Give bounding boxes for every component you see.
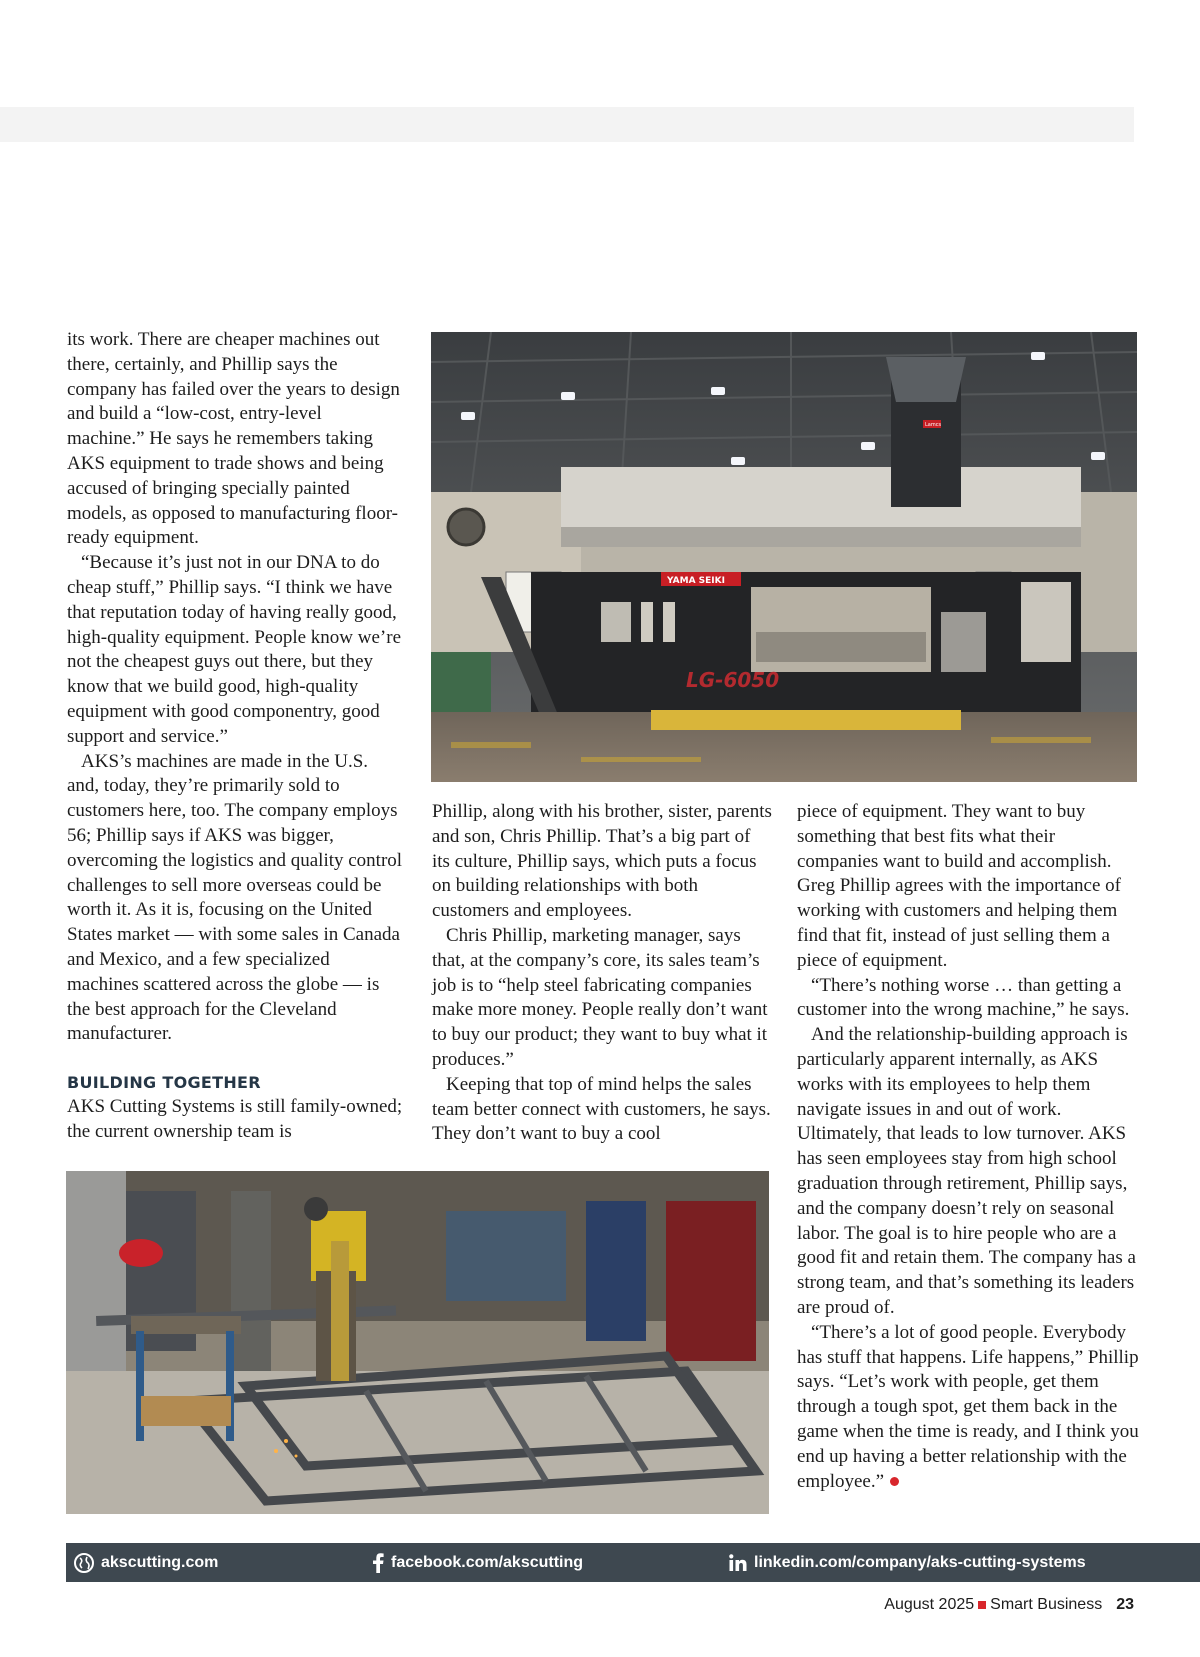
separator-square xyxy=(978,1601,986,1609)
photo-cutting-machine xyxy=(431,332,1137,782)
facebook-icon xyxy=(372,1552,384,1573)
photo-welder-at-work xyxy=(66,1171,769,1514)
paragraph-final xyxy=(797,1321,1139,1495)
section-subhead: BUILDING TOGETHER xyxy=(67,1073,261,1093)
globe-icon xyxy=(74,1553,94,1573)
linkedin-icon xyxy=(729,1554,747,1572)
issue-date: August 2025 xyxy=(884,1596,975,1613)
machine-head-label: Lamcs xyxy=(925,422,942,428)
paragraph: “Because it’s just not in our DNA to do cheap stuff,” Phillip says. “I think we have that reputation today of having really good, high-quality equipment. People know we’re not the cheapest guys out there, but they know that we build good, high-quality equipment with good componentry, good support and service.” xyxy=(67,552,402,747)
machine-model-label: LG-6050 xyxy=(686,668,780,692)
page-number: 23 xyxy=(1116,1596,1134,1613)
article-column-1 xyxy=(67,328,403,1145)
paragraph: And the relationship-building approach is particularly apparent internally, as AKS works with its employees to help them navigate issues in and out of work. Ultimately, that leads to low turnover. AKS has seen employees stay from high school graduation through retirement, Phillip says, and the company doesn’t rely on seasonal labor. The goal is to hire people who are a good fit and retain them. The company has a strong team, and that’s something its leaders are proud of. xyxy=(797,1024,1136,1318)
paragraph: piece of equipment. They want to buy something that best fits what their companies want to build and accomplish. Greg Phillip agrees with the importance of working with customers and helping them find that fit, instead of just selling them a piece of equipment. xyxy=(797,801,1121,971)
paragraph: AKS Cutting Systems is still family-owned; the current ownership team is xyxy=(67,1096,403,1142)
facebook-text: facebook.com/akscutting xyxy=(391,1553,584,1571)
article-column-2 xyxy=(432,800,772,1147)
social-footer-bar xyxy=(66,1543,1200,1582)
magazine-name: Smart Business xyxy=(990,1596,1103,1613)
article-column-3 xyxy=(797,800,1139,1494)
end-mark xyxy=(890,1477,899,1486)
paragraph: Chris Phillip, marketing manager, says that, at the company’s core, its sales team’s job is to “help steel fabricating companies make more money. People really don’t want to buy our product; they want to buy what it produces.” xyxy=(432,924,768,1070)
page-footer xyxy=(884,1596,1134,1614)
linkedin-text: linkedin.com/company/aks-cutting-systems xyxy=(754,1553,1086,1571)
paragraph: Keeping that top of mind helps the sales team better connect with customers, he says. They don’t want to buy a cool xyxy=(432,1073,771,1145)
paragraph: its work. There are cheaper machines out there, certainly, and Phillip says the company has failed over the years to design and build a “low-cost, entry-level machine.” He says he remembers taking AKS equipment to trade shows and being accused of bringing specially painted models, as opposed to manufacturing floor-ready equipment. xyxy=(67,329,400,549)
paragraph: Phillip, along with his brother, sister, parents and son, Chris Phillip. That’s a big part of its culture, Phillip says, which puts a focus on building relationships with both customers and employees. xyxy=(432,801,772,922)
website-link[interactable] xyxy=(74,1543,218,1582)
paragraph: AKS’s machines are made in the U.S. and, today, they’re primarily sold to customers here, too. The company employs 56; Phillip says if AKS was bigger, overcoming the logistics and quality control challenges to sell more overseas could be worth it. As it is, focusing on the United States market — with some sales in Canada and Mexico, and a few specialized machines scattered across the globe — is the best approach for the Cleveland manufacturer. xyxy=(67,750,403,1045)
paragraph-text: “There’s a lot of good people. Everybody has stuff that happens. Life happens,” Phillip says. “Let’s work with people, get them through a tough spot, get them back in the game when the time is ready, and I think you end up having a better relationship with the employee.” xyxy=(797,1321,1139,1492)
linkedin-link[interactable] xyxy=(729,1543,1086,1582)
machine-brand-label: YAMA SEIKI xyxy=(667,576,725,586)
paragraph: “There’s nothing worse … than getting a customer into the wrong machine,” he says. xyxy=(797,974,1130,1021)
website-text: akscutting.com xyxy=(101,1553,219,1571)
top-gray-band xyxy=(0,107,1134,142)
facebook-link[interactable] xyxy=(372,1543,583,1582)
